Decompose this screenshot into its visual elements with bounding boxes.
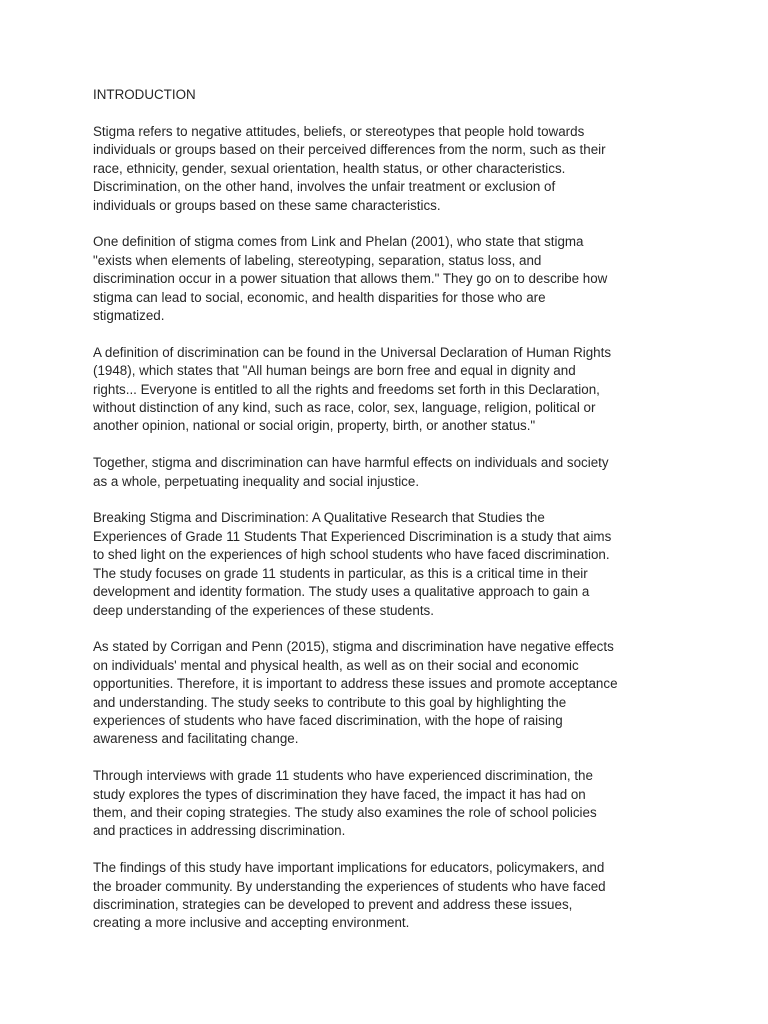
paragraph bbox=[93, 638, 683, 748]
paragraph-line: race, ethnicity, gender, sexual orientation, health status, or other characteristics. bbox=[93, 160, 566, 176]
paragraph-line: Through interviews with grade 11 students who have experienced discrimination, the bbox=[93, 768, 593, 784]
paragraph-line: As stated by Corrigan and Penn (2015), stigma and discrimination have negative effects bbox=[93, 639, 614, 655]
paragraph-line: Experiences of Grade 11 Students That Experienced Discrimination is a study that aims bbox=[93, 528, 612, 544]
paragraph-line: "exists when elements of labeling, stereotyping, separation, status loss, and bbox=[93, 252, 542, 268]
paragraph-line: the broader community. By understanding the experiences of students who have faced bbox=[93, 878, 606, 894]
paragraph-line: and understanding. The study seeks to contribute to this goal by highlighting the bbox=[93, 694, 567, 710]
paragraph-line: another opinion, national or social origin, property, birth, or another status." bbox=[93, 418, 536, 434]
paragraph-line: on individuals' mental and physical health, as well as on their social and economic bbox=[93, 657, 579, 673]
paragraph-line: Breaking Stigma and Discrimination: A Qualitative Research that Studies the bbox=[93, 510, 545, 526]
paragraph-line: The findings of this study have important implications for educators, policymakers, and bbox=[93, 860, 605, 876]
paragraph-line: One definition of stigma comes from Link and Phelan (2001), who state that stigma bbox=[93, 234, 584, 250]
paragraph-list bbox=[93, 123, 683, 933]
paragraph-line: deep understanding of the experiences of these students. bbox=[93, 602, 434, 618]
paragraph-line: discrimination, strategies can be developed to prevent and address these issues, bbox=[93, 896, 573, 912]
paragraph bbox=[93, 509, 683, 619]
paragraph-line: and practices in addressing discrimination. bbox=[93, 823, 346, 839]
paragraph-line: stigmatized. bbox=[93, 308, 165, 324]
paragraph bbox=[93, 344, 683, 436]
paragraph bbox=[93, 859, 683, 933]
paragraph-line: study explores the types of discrimination they have faced, the impact it has had on bbox=[93, 786, 586, 802]
paragraph-line: as a whole, perpetuating inequality and social injustice. bbox=[93, 473, 420, 489]
paragraph-line: discrimination occur in a power situation that allows them." They go on to describe how bbox=[93, 271, 608, 287]
paragraph-line: development and identity formation. The study uses a qualitative approach to gain a bbox=[93, 584, 590, 600]
paragraph-line: to shed light on the experiences of high school students who have faced discrimination. bbox=[93, 547, 610, 563]
paragraph-line: creating a more inclusive and accepting environment. bbox=[93, 915, 410, 931]
paragraph-line: Stigma refers to negative attitudes, beliefs, or stereotypes that people hold towards bbox=[93, 124, 585, 139]
paragraph bbox=[93, 767, 683, 841]
paragraph bbox=[93, 123, 683, 215]
paragraph-line: experiences of students who have faced discrimination, with the hope of raising bbox=[93, 712, 563, 728]
paragraph-line: Together, stigma and discrimination can have harmful effects on individuals and society bbox=[93, 455, 609, 471]
paragraph bbox=[93, 233, 683, 325]
paragraph bbox=[93, 454, 683, 491]
paragraph-line: stigma can lead to social, economic, and health disparities for those who are bbox=[93, 289, 546, 305]
paragraph-line: Discrimination, on the other hand, involves the unfair treatment or exclusion of bbox=[93, 179, 556, 195]
paragraph-line: (1948), which states that "All human beings are born free and equal in dignity and bbox=[93, 363, 576, 379]
paragraph-line: The study focuses on grade 11 students in particular, as this is a critical time in their bbox=[93, 565, 588, 581]
paragraph-line: them, and their coping strategies. The study also examines the role of school policies bbox=[93, 804, 597, 820]
paragraph-line: individuals or groups based on their perceived differences from the norm, such as their bbox=[93, 142, 606, 158]
paragraph-line: A definition of discrimination can be found in the Universal Declaration of Human Rights bbox=[93, 344, 612, 360]
document-body bbox=[93, 86, 683, 951]
paragraph-line: opportunities. Therefore, it is important to address these issues and promote acceptance bbox=[93, 676, 618, 692]
paragraph-line: individuals or groups based on these same characteristics. bbox=[93, 197, 441, 213]
document-heading: INTRODUCTION bbox=[93, 87, 196, 102]
paragraph-line: without distinction of any kind, such as race, color, sex, language, religion, political or bbox=[93, 400, 596, 416]
paragraph-line: rights... Everyone is entitled to all the rights and freedoms set forth in this Declaration, bbox=[93, 381, 600, 397]
paragraph-line: awareness and facilitating change. bbox=[93, 731, 299, 747]
